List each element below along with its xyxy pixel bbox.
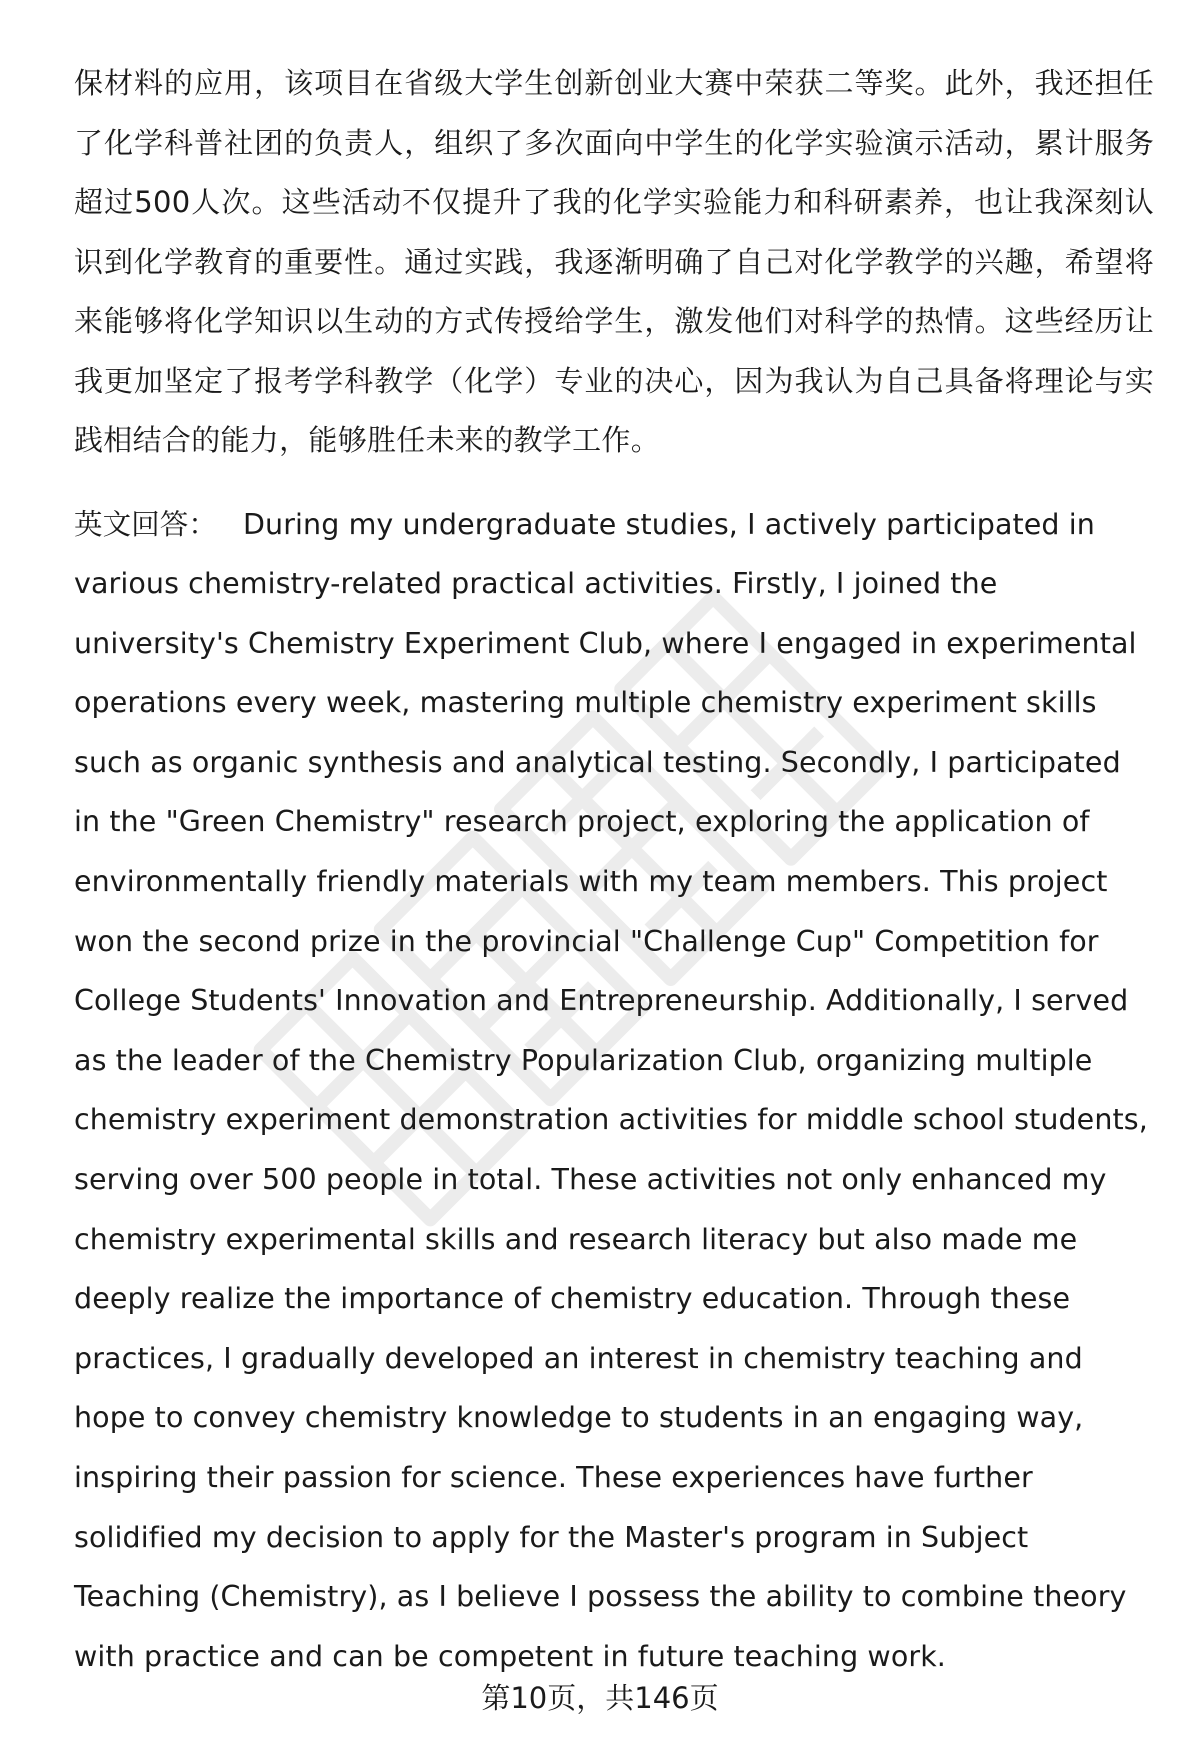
page-number-footer: 第10页，共146页	[481, 1681, 719, 1715]
answer-content	[74, 54, 1154, 1686]
chinese-answer-paragraph: 保材料的应用，该项目在省级大学生创新创业大赛中荣获二等奖。此外，我还担任了化学科普社团的负责人，组织了多次面向中学生的化学实验演示活动，累计服务超过500人次。这些活动不仅提升了我的化学实验能力和科研素养，也让我深刻认识到化学教育的重要性。通过实践，我逐渐明确了自己对化学教学的兴趣，希望将来能够将化学知识以生动的方式传授给学生，激发他们对科学的热情。这些经历让我更加坚定了报考学科教学（化学）专业的决心，因为我认为自己具备将理论与实践相结合的能力，能够胜任未来的教学工作。	[74, 66, 1154, 457]
english-answer-text: During my undergraduate studies, I actively participated in various chemistry-related practical activities. Firstly, I joined the university's Chemistry Experiment Club, where I engaged in experimental operations every week, mastering multiple chemistry experiment skills such as organic synthesis and analytical testing. Secondly, I participated in the "Green Chemistry" research project, exploring the application of environmentally friendly materials with my team members. This project won the second prize in the provincial "Challenge Cup" Competition for College Students' Innovation and Entrepreneurship. Additionally, I served as the leader of the Chemistry Popularization Club, organizing multiple chemistry experiment demonstration activities for middle school students, serving over 500 people in total. These activities not only enhanced my chemistry experimental skills and research literacy but also made me deeply realize the importance of chemistry education. Through these practices, I gradually developed an interest in chemistry teaching and hope to convey chemistry knowledge to students in an engaging way, inspiring their passion for science. These experiences have further solidified my decision to apply for the Master's program in Subject Teaching (Chemistry), as I believe I possess the ability to combine theory with practice and can be competent in future teaching work.	[74, 507, 1148, 1673]
english-answer-label: 英文回答：	[74, 507, 218, 541]
english-answer-paragraph	[74, 495, 1154, 1687]
